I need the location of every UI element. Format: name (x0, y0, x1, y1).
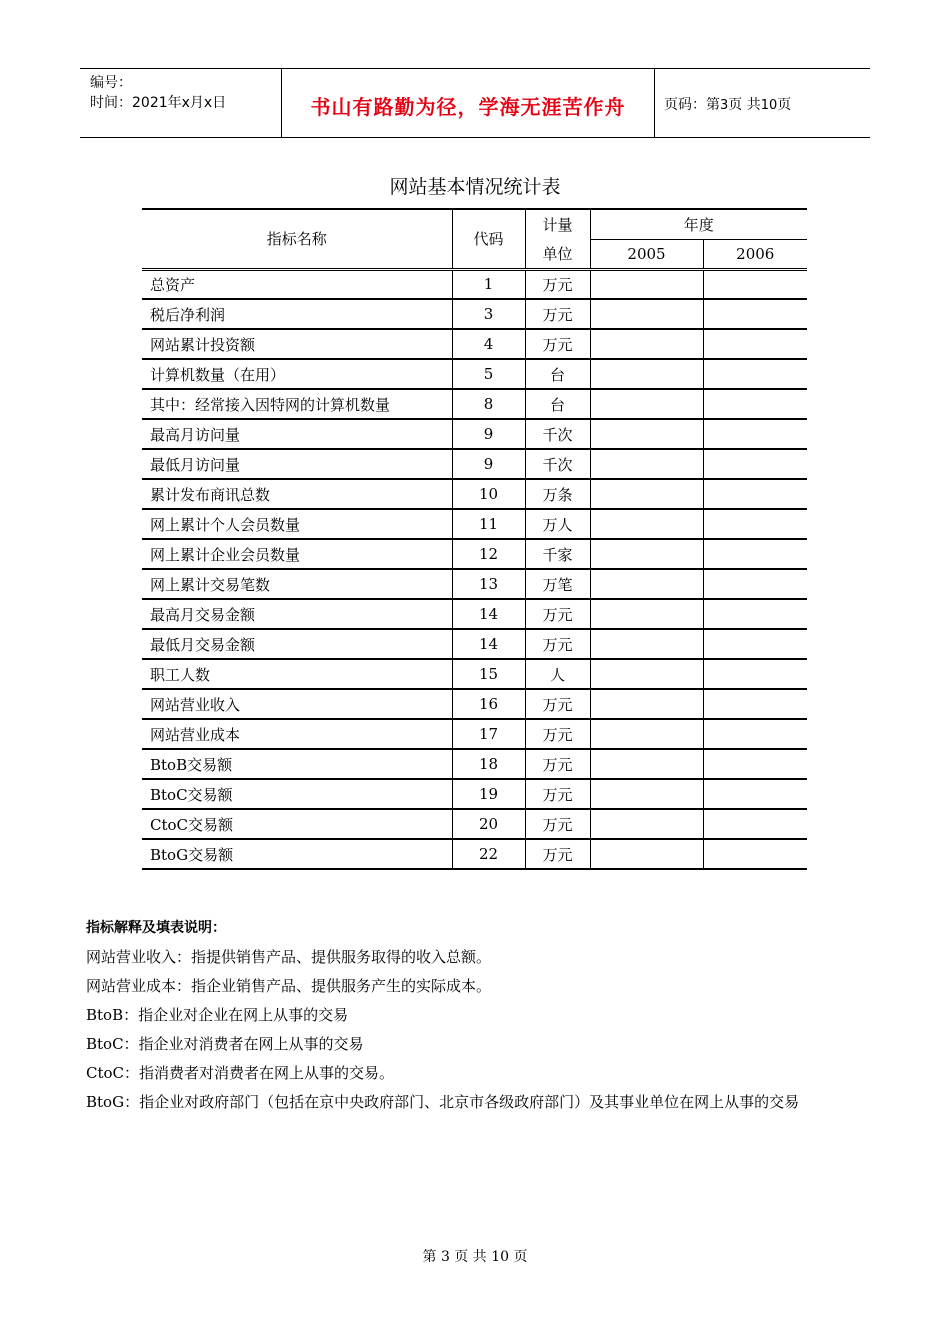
notes-item: BtoC：指企业对消费者在网上从事的交易 (86, 1035, 364, 1053)
row-value-2006[interactable] (703, 419, 807, 449)
row-indicator-name: 其中：经常接入因特网的计算机数量 (142, 389, 452, 419)
row-value-2005[interactable] (590, 779, 703, 809)
row-value-2005[interactable] (590, 539, 703, 569)
row-value-2006[interactable] (703, 479, 807, 509)
row-code: 9 (452, 449, 525, 479)
row-indicator-name: BtoB交易额 (142, 749, 452, 779)
page-footer: 第 3 页 共 10 页 (422, 1249, 528, 1265)
row-unit: 千次 (525, 419, 590, 449)
header-year-2005: 2005 (590, 239, 703, 269)
row-code: 12 (452, 539, 525, 569)
row-code: 19 (452, 779, 525, 809)
table-row (142, 689, 807, 719)
row-value-2006[interactable] (703, 539, 807, 569)
row-indicator-name: 职工人数 (142, 659, 452, 689)
row-code: 15 (452, 659, 525, 689)
row-code: 14 (452, 629, 525, 659)
row-indicator-name: BtoC交易额 (142, 779, 452, 809)
page-suffix: 页 (777, 97, 792, 113)
row-code: 9 (452, 419, 525, 449)
row-unit: 万人 (525, 509, 590, 539)
row-value-2006[interactable] (703, 299, 807, 329)
row-value-2006[interactable] (703, 749, 807, 779)
table-row (142, 509, 807, 539)
row-indicator-name: 网站累计投资额 (142, 329, 452, 359)
header-unit-line2: 单位 (542, 244, 573, 263)
table-row (142, 839, 807, 869)
row-value-2006[interactable] (703, 509, 807, 539)
row-value-2005[interactable] (590, 479, 703, 509)
row-value-2005[interactable] (590, 629, 703, 659)
row-unit: 万元 (525, 839, 590, 869)
number-label: 编号： (90, 75, 132, 91)
row-code: 1 (452, 269, 525, 299)
table-row (142, 659, 807, 689)
row-value-2006[interactable] (703, 359, 807, 389)
row-value-2006[interactable] (703, 449, 807, 479)
row-indicator-name: 最低月交易金额 (142, 629, 452, 659)
row-value-2005[interactable] (590, 359, 703, 389)
row-value-2005[interactable] (590, 269, 703, 299)
row-indicator-name: CtoC交易额 (142, 809, 452, 839)
page-total: 10 (760, 98, 778, 113)
notes-item: BtoG：指企业对政府部门（包括在京中央政府部门、北京市各级政府部门）及其事业单位在网上从事的交易 (86, 1093, 800, 1111)
row-unit: 万元 (525, 329, 590, 359)
table-row (142, 599, 807, 629)
row-unit: 万元 (525, 629, 590, 659)
row-value-2005[interactable] (590, 689, 703, 719)
row-unit: 万笔 (525, 569, 590, 599)
table-row (142, 809, 807, 839)
notes-item: CtoC：指消费者对消费者在网上从事的交易。 (86, 1064, 395, 1082)
table-row (142, 479, 807, 509)
row-unit: 万元 (525, 689, 590, 719)
table-row (142, 719, 807, 749)
notes-section (86, 914, 846, 1117)
row-indicator-name: 网上累计个人会员数量 (142, 509, 452, 539)
row-indicator-name: 网站营业成本 (142, 719, 452, 749)
table-row (142, 779, 807, 809)
table-row (142, 749, 807, 779)
document-header (80, 68, 870, 138)
row-value-2006[interactable] (703, 719, 807, 749)
row-unit: 台 (525, 389, 590, 419)
header-year: 年度 (590, 209, 807, 239)
row-code: 11 (452, 509, 525, 539)
page-prefix: 页码：第 (664, 97, 720, 113)
row-indicator-name: 网上累计企业会员数量 (142, 539, 452, 569)
row-value-2005[interactable] (590, 839, 703, 869)
row-unit: 万元 (525, 269, 590, 299)
table-row (142, 539, 807, 569)
row-value-2006[interactable] (703, 809, 807, 839)
row-unit: 万元 (525, 719, 590, 749)
row-code: 14 (452, 599, 525, 629)
table-row (142, 419, 807, 449)
row-indicator-name: 最高月交易金额 (142, 599, 452, 629)
row-value-2006[interactable] (703, 839, 807, 869)
row-value-2006[interactable] (703, 599, 807, 629)
row-indicator-name: BtoG交易额 (142, 839, 452, 869)
table-row (142, 359, 807, 389)
table-body (142, 269, 807, 869)
row-value-2005[interactable] (590, 599, 703, 629)
table-row (142, 269, 807, 299)
row-unit: 人 (525, 659, 590, 689)
row-unit: 万元 (525, 809, 590, 839)
table-row (142, 629, 807, 659)
page-mid: 页 共 (728, 97, 761, 113)
header-meta (90, 73, 226, 113)
row-code: 17 (452, 719, 525, 749)
notes-heading: 指标解释及填表说明： (86, 920, 226, 936)
time-label: 时间：2021年x月x日 (90, 95, 227, 111)
row-value-2006[interactable] (703, 779, 807, 809)
row-code: 10 (452, 479, 525, 509)
header-motto: 书山有路勤为径，学海无涯苦作舟 (310, 95, 626, 119)
row-value-2005[interactable] (590, 449, 703, 479)
row-indicator-name: 计算机数量（在用） (142, 359, 452, 389)
row-value-2006[interactable] (703, 389, 807, 419)
row-value-2006[interactable] (703, 629, 807, 659)
header-code: 代码 (452, 209, 525, 269)
row-code: 18 (452, 749, 525, 779)
row-value-2005[interactable] (590, 329, 703, 359)
row-value-2005[interactable] (590, 509, 703, 539)
row-indicator-name: 税后净利润 (142, 299, 452, 329)
table-row (142, 329, 807, 359)
row-code: 13 (452, 569, 525, 599)
page-current: 3 (720, 98, 729, 113)
table-row (142, 389, 807, 419)
notes-item: 网站营业成本：指企业销售产品、提供服务产生的实际成本。 (86, 977, 492, 995)
row-unit: 千次 (525, 449, 590, 479)
row-unit: 千家 (525, 539, 590, 569)
row-unit: 万条 (525, 479, 590, 509)
table-row (142, 299, 807, 329)
row-unit: 万元 (525, 749, 590, 779)
row-unit: 台 (525, 359, 590, 389)
row-value-2006[interactable] (703, 659, 807, 689)
row-indicator-name: 累计发布商讯总数 (142, 479, 452, 509)
row-indicator-name: 网上累计交易笔数 (142, 569, 452, 599)
header-unit-line1: 计量 (542, 215, 573, 234)
notes-item: BtoB：指企业对企业在网上从事的交易 (86, 1006, 349, 1024)
row-unit: 万元 (525, 599, 590, 629)
row-value-2005[interactable] (590, 389, 703, 419)
row-code: 22 (452, 839, 525, 869)
row-value-2006[interactable] (703, 329, 807, 359)
row-indicator-name: 网站营业收入 (142, 689, 452, 719)
row-value-2006[interactable] (703, 569, 807, 599)
row-value-2005[interactable] (590, 299, 703, 329)
header-page-number (664, 94, 791, 114)
row-unit: 万元 (525, 299, 590, 329)
row-unit: 万元 (525, 779, 590, 809)
row-value-2006[interactable] (703, 269, 807, 299)
row-indicator-name: 总资产 (142, 269, 452, 299)
row-indicator-name: 最高月访问量 (142, 419, 452, 449)
page-title: 网站基本情况统计表 (389, 176, 561, 198)
header-divider (654, 69, 655, 137)
row-value-2005[interactable] (590, 749, 703, 779)
row-code: 5 (452, 359, 525, 389)
notes-item: 网站营业收入：指提供销售产品、提供服务取得的收入总额。 (86, 948, 492, 966)
row-value-2005[interactable] (590, 419, 703, 449)
row-code: 3 (452, 299, 525, 329)
row-code: 16 (452, 689, 525, 719)
table-row (142, 569, 807, 599)
row-value-2006[interactable] (703, 689, 807, 719)
row-value-2005[interactable] (590, 659, 703, 689)
row-indicator-name: 最低月访问量 (142, 449, 452, 479)
row-code: 4 (452, 329, 525, 359)
row-code: 20 (452, 809, 525, 839)
header-indicator-name: 指标名称 (142, 209, 452, 269)
header-unit (525, 209, 590, 269)
header-year-2006: 2006 (703, 239, 807, 269)
statistics-table (142, 208, 807, 870)
table-row (142, 449, 807, 479)
row-value-2005[interactable] (590, 809, 703, 839)
row-code: 8 (452, 389, 525, 419)
row-value-2005[interactable] (590, 719, 703, 749)
row-value-2005[interactable] (590, 569, 703, 599)
